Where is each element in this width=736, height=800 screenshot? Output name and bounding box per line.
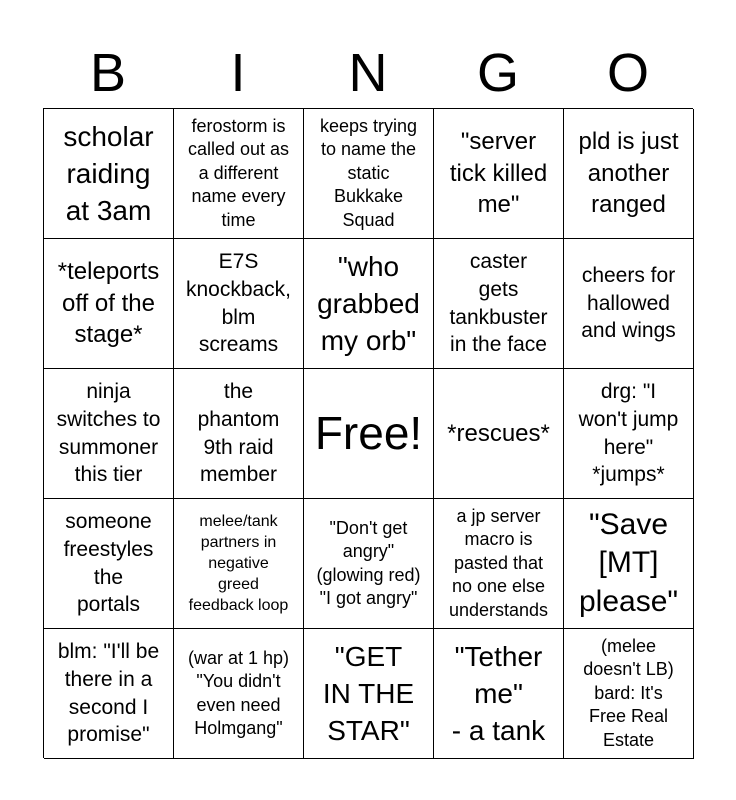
cell-text: cheers for hallowed and wings [581,263,676,343]
header-letter-g: G [476,43,519,103]
bingo-cell-r5c4[interactable] [434,629,564,759]
bingo-cell-r4c5[interactable] [564,499,694,629]
cell-text: "Save [MT] please" [578,508,679,618]
bingo-cell-r4c1[interactable] [44,499,174,629]
bingo-cell-r1c3[interactable] [304,109,434,239]
bingo-cell-r3c4[interactable] [434,369,564,499]
cell-text: "who grabbed my orb" [317,250,420,357]
cell-text: drg: "I won't jump here" *jumps* [578,379,679,487]
cell-text: "Tether me" - a tank [451,640,546,747]
bingo-cell-free[interactable] [304,369,434,499]
cell-text: caster gets tankbuster in the face [449,249,548,357]
cell-text: E7S knockback, blm screams [185,249,292,357]
header-letter-o: O [606,43,649,103]
bingo-cell-r4c3[interactable] [304,499,434,629]
bingo-cell-r5c2[interactable] [174,629,304,759]
bingo-cell-r2c4[interactable] [434,239,564,369]
bingo-cell-r5c5[interactable] [564,629,694,759]
bingo-cell-r2c3[interactable] [304,239,434,369]
bingo-cell-r1c5[interactable] [564,109,694,239]
cell-text: someone freestyles the portals [63,509,154,617]
cell-text: "Don't get angry" (glowing red) "I got angry" [316,517,421,608]
cell-text: pld is just another ranged [578,127,679,219]
cell-text: "server tick killed me" [449,127,548,219]
cell-text: "GET IN THE STAR" [322,640,415,747]
bingo-cell-r5c3[interactable] [304,629,434,759]
cell-text: scholar raiding at 3am [63,120,154,227]
bingo-cell-r4c4[interactable] [434,499,564,629]
bingo-cell-r5c1[interactable] [44,629,174,759]
cell-text: melee/tank partners in negative greed feedback loop [188,512,289,615]
bingo-cell-r1c1[interactable] [44,109,174,239]
bingo-cell-r3c5[interactable] [564,369,694,499]
cell-text: keeps trying to name the static Bukkake Squad [319,116,418,230]
cell-text: (melee doesn't LB) bard: It's Free Real Estate [583,636,674,750]
cell-text: ninja switches to summoner this tier [56,379,161,487]
cell-text: blm: "I'll be there in a second I promise" [57,639,160,747]
cell-text: the phantom 9th raid member [197,379,280,487]
free-space-label: Free! [314,406,423,459]
cell-text: a jp server macro is pasted that no one else understands [448,506,549,620]
header-letter-i: I [230,43,246,103]
bingo-cell-r3c1[interactable] [44,369,174,499]
bingo-cell-r1c2[interactable] [174,109,304,239]
header-letter-n: N [348,43,388,103]
bingo-cell-r4c2[interactable] [174,499,304,629]
bingo-header [43,38,693,108]
bingo-card-grid [43,108,693,758]
bingo-cell-r3c2[interactable] [174,369,304,499]
cell-text: ferostorm is called out as a different name every time [187,116,290,230]
cell-text: *teleports off of the stage* [57,257,160,349]
bingo-cell-r2c2[interactable] [174,239,304,369]
cell-text: *rescues* [447,419,550,447]
bingo-cell-r2c1[interactable] [44,239,174,369]
bingo-cell-r2c5[interactable] [564,239,694,369]
header-letter-b: B [89,43,127,103]
bingo-cell-r1c4[interactable] [434,109,564,239]
cell-text: (war at 1 hp) "You didn't even need Holmgang" [187,647,290,738]
